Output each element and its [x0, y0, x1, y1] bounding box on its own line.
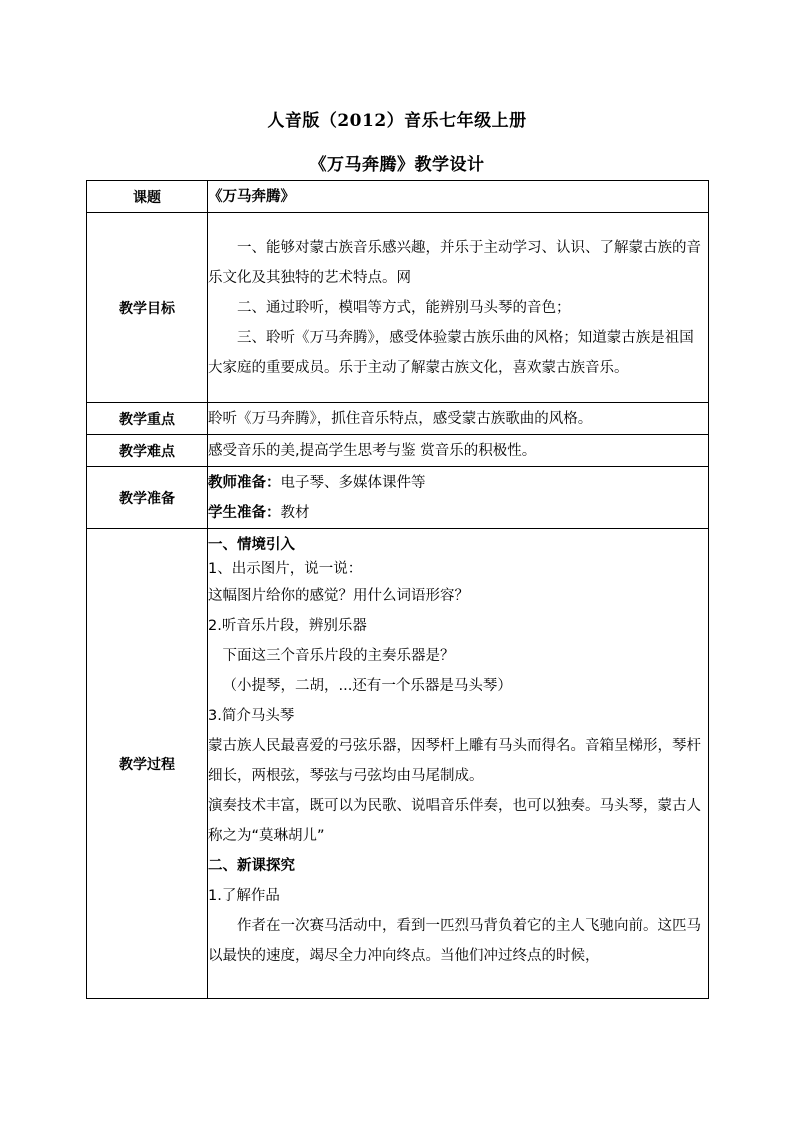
goal-item: 一、能够对蒙古族音乐感兴趣，并乐于主动学习、认识、了解蒙古族的音乐文化及其独特的艺术特点。网 [208, 239, 701, 286]
goal-item: 三、聆听《万马奔腾》，感受体验蒙古族乐曲的风格；知道蒙古族是祖国大家庭的重要成员。乐于主动了解蒙古族文化，喜欢蒙古族音乐。 [208, 329, 694, 376]
document-title: 人音版（2012）音乐七年级上册 [267, 111, 527, 131]
goals-content [208, 213, 709, 403]
row-topic [87, 181, 709, 213]
row-process [87, 529, 709, 999]
teacher-prep [208, 468, 708, 498]
process-label: 教学过程 [87, 529, 208, 999]
process-line: 演奏技术丰富，既可以为民歌、说唱音乐伴奏，也可以独奏。马头琴，蒙古人称之为“莫琳胡儿” [208, 798, 701, 844]
section-heading: 一、情境引入 [208, 537, 295, 553]
process-line: 1、出示图片，说一说： [208, 561, 363, 577]
topic-label: 课题 [87, 181, 208, 213]
process-line: 这幅图片给你的感觉？用什么词语形容？ [208, 588, 469, 604]
process-content [208, 529, 709, 999]
process-line: （小提琴，二胡，...还有一个乐器是马头琴） [222, 678, 512, 694]
row-difficulty [87, 435, 709, 467]
student-prep-value: 教材 [280, 504, 310, 521]
difficulty-label: 教学难点 [87, 435, 208, 467]
prep-content [208, 467, 709, 529]
row-goals [87, 213, 709, 403]
student-prep [208, 498, 708, 528]
process-line: 作者在一次赛马活动中，看到一匹烈马背负着它的主人飞驰向前。这匹马以最快的速度，竭尽全力冲向终点。当他们冲过终点的时候， [208, 918, 701, 964]
student-prep-label: 学生准备： [208, 504, 281, 521]
lesson-plan-table [86, 180, 709, 999]
goal-item: 二、通过聆听，模唱等方式，能辨别马头琴的音色； [237, 299, 571, 316]
prep-label: 教学准备 [87, 467, 208, 529]
key-value: 聆听《万马奔腾》，抓住音乐特点，感受蒙古族歌曲的风格。 [208, 403, 709, 435]
topic-value: 《万马奔腾》 [208, 181, 709, 213]
key-label: 教学重点 [87, 403, 208, 435]
document-subtitle: 《万马奔腾》教学设计 [309, 155, 485, 175]
goals-label: 教学目标 [87, 213, 208, 403]
process-line: 3.简介马头琴 [208, 708, 295, 724]
teacher-prep-value: 电子琴、多媒体课件等 [280, 474, 426, 491]
process-line: 蒙古族人民最喜爱的弓弦乐器，因琴杆上雕有马头而得名。音箱呈梯形，琴杆细长，两根弦，琴弦与弓弦均由马尾制成。 [208, 738, 701, 784]
section-heading: 二、新课探究 [208, 858, 295, 874]
row-key [87, 403, 709, 435]
difficulty-value: 感受音乐的美,提高学生思考与鉴 赏音乐的积极性。 [208, 435, 709, 467]
process-line: 1.了解作品 [208, 888, 280, 904]
row-prep [87, 467, 709, 529]
teacher-prep-label: 教师准备： [208, 474, 281, 491]
process-line: 下面这三个音乐片段的主奏乐器是？ [222, 648, 455, 664]
process-line: 2.听音乐片段，辨别乐器 [208, 618, 367, 634]
